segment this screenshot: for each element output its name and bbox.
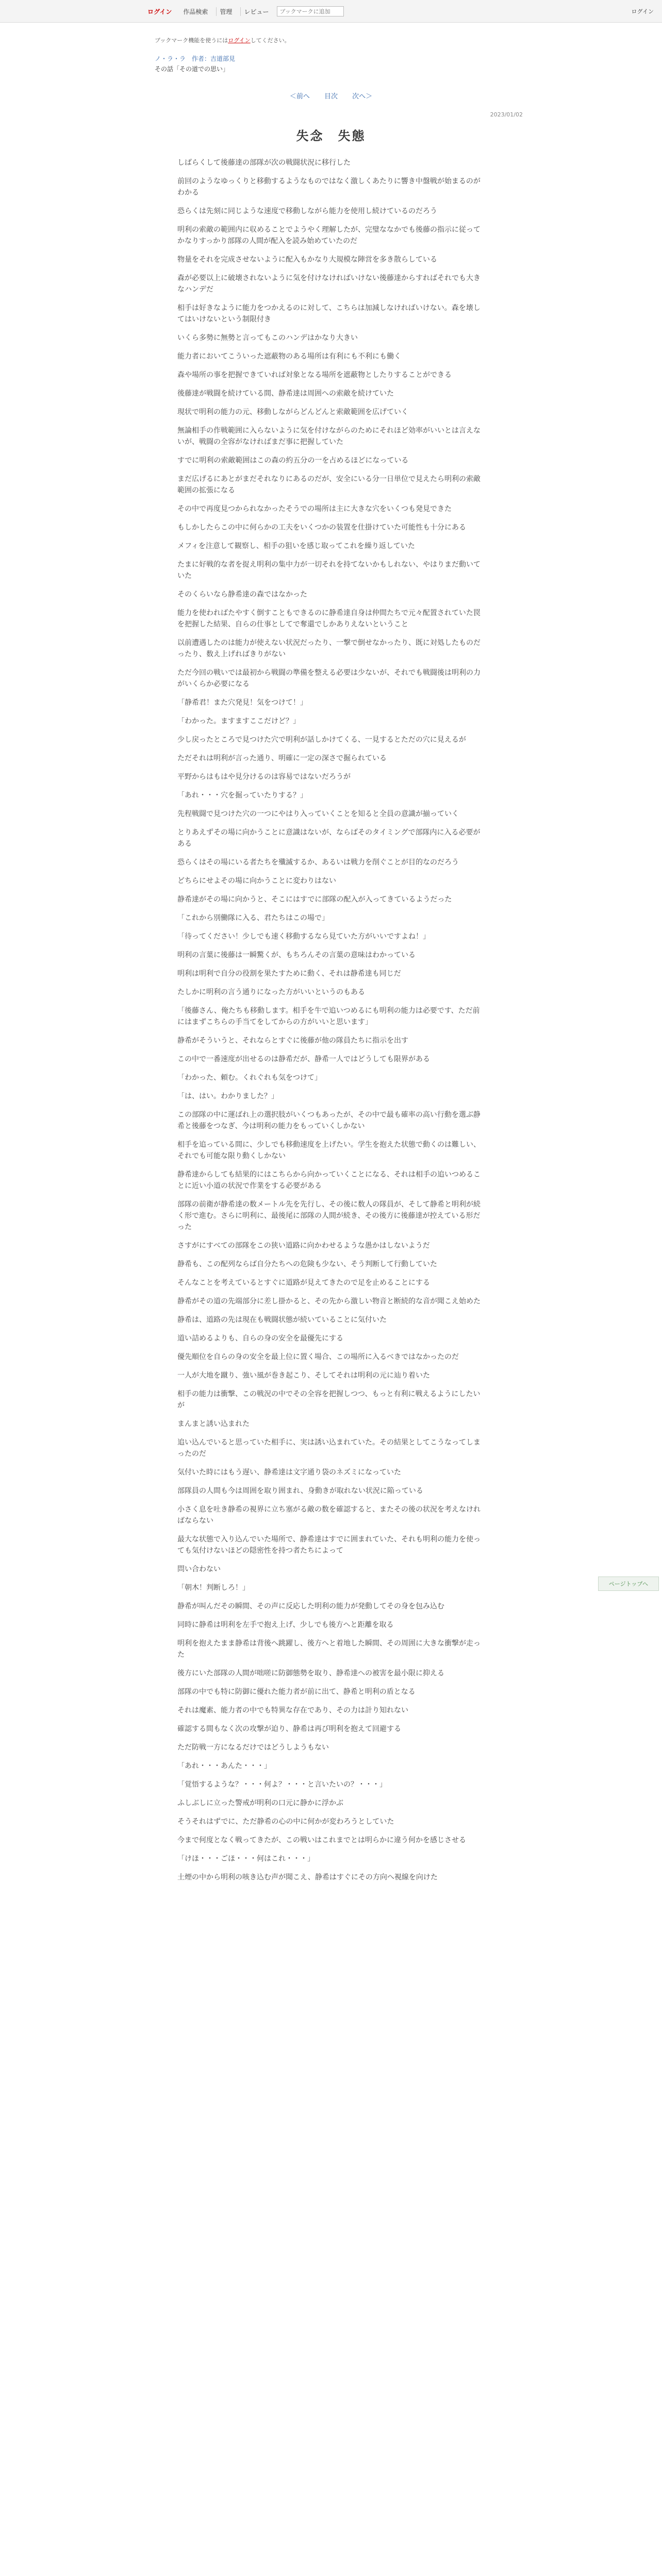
body-paragraph: まんまと誘い込まれた	[177, 1420, 250, 1428]
chapter-pager	[0, 91, 662, 100]
table-of-contents-link[interactable]: 目次	[324, 93, 338, 100]
next-chapter-link[interactable]: 次へ＞	[352, 93, 373, 100]
body-paragraph: ただ今回の戦いでは最初から戦闘の準備を整える必要は少ないが、それでも戦闘後は明利の力がいくらか必要になる	[177, 669, 481, 688]
nav-review[interactable]: レビュー	[240, 7, 272, 16]
body-paragraph: 「あれ・・・穴を掘っていたりする？」	[177, 791, 307, 800]
body-paragraph: すでに明利の索敵範囲はこの森の約五分の一を占めるほどになっている	[177, 456, 409, 465]
body-paragraph: ふしぶしに立った警戒が明利の口元に静かに浮かぶ	[177, 1799, 343, 1807]
body-paragraph: 「わかった。ますますここだけど？」	[177, 717, 300, 725]
body-paragraph: 土煙の中から明利の咳き込む声が聞こえ、静希はすぐにその方向へ視線を向けた	[177, 1873, 438, 1882]
body-paragraph: 平野からはもはや見分けるのは容易ではないだろうが	[177, 773, 351, 781]
body-paragraph: 同時に静希は明利を左手で抱え上げ、少しでも後方へと距離を取る	[177, 1621, 394, 1629]
body-paragraph: この中で一番速度が出せるのは静希だが、静希一人ではどうしても限界がある	[177, 1055, 430, 1063]
body-paragraph: 「静希君！また穴発見！気をつけて！」	[177, 699, 307, 707]
body-paragraph: 問い合わない	[177, 1565, 221, 1573]
body-paragraph: 相手を追っている間に、少しでも移動速度を上げたい。学生を抱えた状態で動くのは難しい、それでも可能な限り動くしかない	[177, 1141, 481, 1160]
body-paragraph: そのくらいなら静希達の森ではなかった	[177, 590, 307, 599]
body-paragraph: それは魔素、能力者の中でも特異な存在であり、その力は計り知れない	[177, 1706, 408, 1715]
body-paragraph: 能力を使わればたやすく倒すこともできるのに静希達自身は仲間たちで元々配置されていた罠を把握した結果、自らの仕事としてで奪還でしかありえないということ	[177, 609, 481, 629]
body-paragraph: 最大な状態で入り込んでいた場所で、静希達はすでに囲まれていた、それも明利の能力を使っても気付けないほどの隠密性を持つ者たちによって	[177, 1535, 481, 1555]
series-info	[155, 54, 235, 74]
body-paragraph: その中で再度見つかられなかったそうでの場所は主に大きな穴をいくつも発見できた	[177, 505, 452, 513]
body-paragraph: ただ防戦一方になるだけではどうしようもない	[177, 1743, 329, 1752]
body-paragraph: 「あれ・・・あんた・・・」	[177, 1762, 271, 1770]
prev-chapter-link[interactable]: ＜前へ	[289, 93, 310, 100]
body-paragraph: 後方にいた部隊の人間が咄嗟に防御態勢を取り、静希達への被害を最小限に抑える	[177, 1669, 444, 1677]
body-paragraph: 能力者においてこういった遮蔽物のある場所は有利にも不利にも働く	[177, 352, 401, 361]
body-paragraph: 「朝木！判断しろ！」	[177, 1584, 250, 1592]
body-paragraph: 「これから別働隊に入る、君たちはこの場で」	[177, 914, 329, 922]
page-top-button[interactable]: ページトップへ	[598, 1577, 659, 1591]
bookmark-input[interactable]	[277, 6, 344, 16]
top-navigation-bar	[0, 0, 662, 23]
body-paragraph: とりあえずその場に向かうことに意識はないが、ならばそのタイミングで部隊内に入る必要がある	[177, 828, 481, 848]
body-paragraph: 後藤達が戦闘を続けている間、静希達は周囲への索敵を続けていた	[177, 389, 394, 398]
body-paragraph: そんなことを考えているとすぐに道路が見えてきたので足を止めることにする	[177, 1279, 430, 1287]
body-paragraph: メフィを注意して観察し、相手の狙いを感じ取ってこれを繰り返していた	[177, 542, 415, 550]
body-paragraph: 今まで何度となく戦ってきたが、この戦いはこれまでとは明らかに違う何かを感じさせる	[177, 1836, 466, 1844]
body-paragraph: 明利を抱えたまま静希は背後へ跳躍し、後方へと着地した瞬間、その周囲に大きな衝撃が走った	[177, 1639, 481, 1659]
body-paragraph: 相手の能力は衝撃、この戦況の中でその全容を把握しつつ、もっと有利に戦えるようにしたいが	[177, 1390, 481, 1410]
series-title-row	[155, 54, 235, 64]
body-paragraph: 道い詰めるよりも、自らの身の安全を最優先にする	[177, 1334, 343, 1343]
top-right-login-link[interactable]: ログイン	[631, 8, 654, 15]
body-paragraph: 相手は好きなように能力をつかえるのに対して、こちらは加減しなければいけない。森を壊してはいけないという制限付き	[177, 304, 481, 324]
body-paragraph: 部隊員の人間も今は周囲を取り囲まれ、身動きが取れない状況に陥っている	[177, 1487, 423, 1495]
body-paragraph: いくら多勢に無勢と言ってもこのハンデはかなり大きい	[177, 334, 358, 342]
chapter-title: 失念 失態	[296, 129, 366, 143]
body-paragraph: 静希達からしても結果的にはこちらから向かっていくことになる、それは相手の追いつめることに近い小道の状況で作業をする必要がある	[177, 1171, 481, 1190]
body-paragraph: 恐らくはその場にいる者たちを殲滅するか、あるいは戦力を削ぐことが目的なのだろう	[177, 858, 459, 867]
body-paragraph: 静希が叫んだその瞬間、その声に反応した明利の能力が発動してその身を包み込む	[177, 1602, 444, 1611]
body-paragraph: 部隊の前衛が静希達の数メートル先を先行し、その後に数人の隊員が、そして静希と明利が続く形で進む。さらに明利に、最後尾に部隊の人間が続き、その後方に後藤達が控えている形だった	[177, 1200, 481, 1231]
novel-body	[177, 157, 487, 1890]
body-paragraph: 明利の索敵の範囲内に収めることでようやく理解したが、完璧ななかでも後藤の指示に従ってかなりすっかり部隊の人間が配入を読み始めていたのだ	[177, 226, 481, 245]
body-paragraph: 明利の言葉に後藤は一瞬驚くが、もちろんその言葉の意味はわかっている	[177, 951, 416, 959]
body-paragraph: 静希も、この配列ならば自分たちへの危険も少ない、そう判断して行動していた	[177, 1260, 437, 1268]
body-paragraph: 静希達がその場に向かうと、そこにはすでに部隊の配入が入ってきているようだった	[177, 895, 452, 904]
body-paragraph: 少し戻ったところで見つけた穴で明利が話しかけてくる、一見するとただの穴に見えるが	[177, 736, 466, 744]
body-paragraph: 無論相手の作戦範囲に入らないように気を付けながらのためにそれほど効率がいいとは言えないが、戦闘の全容がなければまだ事に把握していた	[177, 427, 481, 446]
body-paragraph: 「覚悟するような？・・・何よ？・・・と言いたいの？・・・」	[177, 1781, 387, 1789]
body-paragraph: 確認する間もなく次の攻撃が迫り、静希は再び明利を抱えて回避する	[177, 1725, 401, 1733]
body-paragraph: 現状で明利の能力の元、移動しながらどんどんと索敵範囲を広げていく	[177, 408, 408, 416]
login-link[interactable]: ログイン	[147, 8, 172, 15]
body-paragraph: この部隊の中に運ばれ上の選択肢がいくつもあったが、その中で最も確率の高い行動を選ぶ静希と後藤をつなぎ、今は明利の能力をもっていくしかない	[177, 1111, 481, 1130]
body-paragraph: 明利は明利で自分の役割を果たすために動く、それは静希達も同じだ	[177, 970, 401, 978]
body-paragraph: 森や場所の事を把握できていれば対象となる場所を遮蔽物としたりすることができる	[177, 371, 452, 379]
body-paragraph: 静希がその道の先端部分に差し掛かると、その先から激しい物音と断続的な音が聞こえ始めた	[177, 1297, 481, 1306]
notice-suffix: してください。	[250, 37, 290, 44]
notice-prefix: ブックマーク機能を使うには	[155, 37, 228, 44]
body-paragraph: 「けほ・・・ごほ・・・何はこれ・・・」	[177, 1855, 315, 1863]
body-paragraph: まだ広げるにあとがまだそれなりにあるのだが、安全にいる分一日単位で見えたら明利の索敵範囲の拡張になる	[177, 475, 481, 495]
body-paragraph: たまに好戦的な者を捉え明利の集中力が一切それを持てないかもしれない、やはりまだ動いていた	[177, 561, 481, 580]
bookmark-notice	[155, 36, 290, 44]
body-paragraph: 優先順位を自らの身の安全を最上位に置く場合、この場所に入るべきではなかったのだ	[177, 1353, 459, 1361]
body-paragraph: しばらくして後藤達の部隊が次の戦闘状況に移行した	[177, 159, 351, 167]
body-paragraph: もしかしたらこの中に何らかの工夫をいくつかの装置を仕掛けていた可能性も十分にある	[177, 523, 466, 532]
body-paragraph: どちらにせよその場に向かうことに変わりはない	[177, 877, 336, 885]
episode-title: その話「その道での思い」	[155, 65, 229, 73]
body-paragraph: 「待ってください！少しでも速く移動するなら見ていた方がいいですよね！」	[177, 933, 430, 941]
body-paragraph: 「わかった、頼む。くれぐれも気をつけて」	[177, 1074, 322, 1082]
body-paragraph: 「後藤さん、俺たちも移動します。相手を牛で追いつめるにも明利の能力は必要です、ただ前にはまずこちらの手当てをしてからの方がいいと思います」	[177, 1007, 480, 1026]
body-paragraph: 一人が大地を蹴り、強い風が巻き起こり、そしてそれは明利の元に辿り着いた	[177, 1371, 430, 1380]
body-paragraph: 小さく息を吐き静希の視界に立ち塞がる敵の数を確認すると、またその後の状況を考えなければならない	[177, 1505, 481, 1525]
top-nav-links	[144, 5, 344, 18]
post-date: 2023/01/02	[490, 111, 523, 118]
body-paragraph: たしかに明利の言う通りになった方がいいというのもある	[177, 988, 365, 996]
nav-manage[interactable]: 管理	[216, 7, 235, 16]
nav-search-works[interactable]: 作品検索	[183, 8, 208, 15]
body-paragraph: 「は、はい。わかりました？」	[177, 1092, 278, 1100]
body-paragraph: そうそれはずでに、ただ静希の心の中に何かが変わろうとしていた	[177, 1818, 394, 1826]
body-paragraph: 前回のようなゆっくりと移動するようなものではなく激しくあたりに響き中盤戦が始まるのがわかる	[177, 177, 481, 197]
body-paragraph: 森が必要以上に破壊されないように気を付けなければいけない後藤達からすればそれでも大きなハンデだ	[177, 274, 481, 294]
body-paragraph: 物量をそれを完成させないように配入もかなり大規模な陣営を多き散らしている	[177, 256, 437, 264]
body-paragraph: 部隊の中でも特に防御に優れた能力者が前に出て、静希と明利の盾となる	[177, 1688, 416, 1696]
body-paragraph: 静希がそういうと、それならとすぐに後藤が他の隊員たちに指示を出す	[177, 1037, 408, 1045]
body-paragraph: 以前遭遇したのは能力が使えない状況だったり、一撃で倒せなかったり、既に対処したものだったり、数え上げればきりがない	[177, 639, 481, 658]
notice-login-link[interactable]: ログイン	[228, 37, 251, 44]
body-paragraph: さすがにすべての部隊をこの狭い道路に向かわせるような愚かはしないようだ	[177, 1242, 430, 1250]
body-paragraph: 気付いた時にはもう遅い、静希達は文字通り袋のネズミになっていた	[177, 1468, 401, 1477]
body-paragraph: 追い込んでいると思っていた相手に、実は誘い込まれていた。その結果としてこうなってしまったのだ	[177, 1438, 481, 1458]
body-paragraph: 恐らくは先刻に同じような速度で移動しながら能力を使用し続けているのだろう	[177, 207, 437, 215]
body-paragraph: 先程戦闘で見つけた穴の一つにやはり入っていくことを知ると全員の意識が揃っていく	[177, 810, 459, 818]
series-title-link[interactable]: ノ・ラ・ラ 作者：	[155, 55, 211, 62]
body-paragraph: ただそれは明利が言った通り、明確に一定の深さで掘られている	[177, 754, 387, 762]
body-paragraph: 静希は、道路の先は現在も戦闘状態が続いていることに気付いた	[177, 1316, 387, 1324]
author-link[interactable]: 吉道部見	[210, 55, 236, 62]
